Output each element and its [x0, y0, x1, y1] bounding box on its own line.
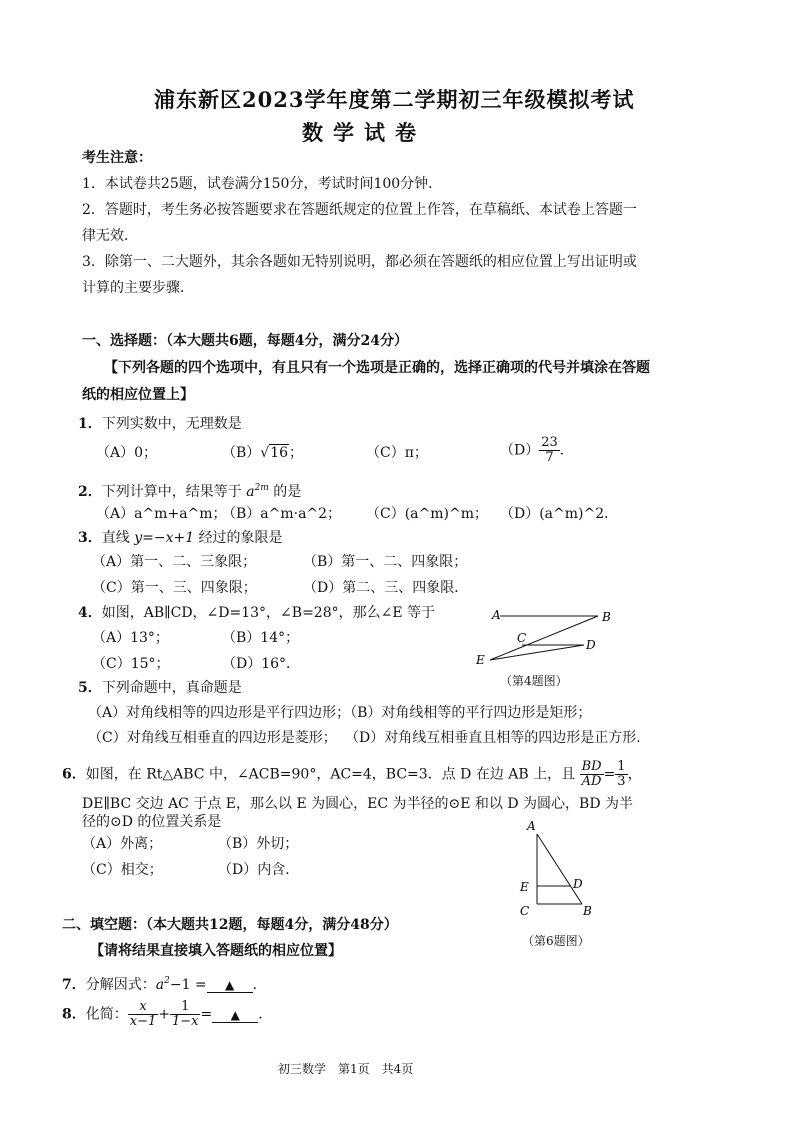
answer-blank[interactable]: ▲ — [212, 1008, 258, 1023]
q4-label-e: E — [476, 653, 485, 667]
question-6-line1: 6．如图，在 Rt△ABC 中，∠ACB=90°，AC=4，BC=3．点 D 在边 AB 上，且 $\frac{BD}{AD}$ = $\frac{1}{3}$ ， — [62, 759, 642, 789]
notice-heading: 考生注意： — [82, 150, 152, 166]
q4-caption: （第4题图） — [500, 674, 568, 688]
q6-label-b: B — [583, 904, 592, 918]
q1-option-c: （C）π； — [366, 445, 428, 461]
q2-option-a: （A）a^m+a^m； — [96, 506, 227, 522]
section1-instruction: 纸的相应位置上】 — [82, 387, 194, 403]
q6-option-c: （C）相交； — [82, 862, 163, 878]
q3-option-a: （A）第一、二、三象限； — [92, 554, 257, 570]
q4-line-ed — [490, 645, 584, 660]
q6-option-d: （D）内含． — [218, 862, 300, 878]
q2-option-d: （D）(a^m)^2． — [500, 506, 619, 522]
question-2-stem: 2．下列计算中，结果等于 $a^{2m}$ 的是 — [78, 483, 302, 500]
question-4-stem: 4．如图，AB∥CD，∠D=13°，∠B=28°，那么∠E 等于 — [78, 605, 436, 621]
q6-label-e: E — [520, 880, 529, 894]
q5-option-d: （D）对角线互相垂直且相等的四边形是正方形． — [345, 730, 651, 746]
q4-option-b: （B）14°； — [222, 630, 300, 646]
question-5-stem: 5．下列命题中，真命题是 — [78, 680, 242, 696]
q6-label-d: D — [573, 877, 583, 891]
question-3-stem: 3．直线 y=−x+1 经过的象限是 — [78, 530, 283, 546]
notice-item: 律无效． — [82, 228, 138, 244]
notice-item: 1．本试卷共25题，试卷满分150分，考试时间100分钟． — [82, 176, 443, 192]
q4-label-d: D — [586, 638, 596, 652]
notice-item: 2．答题时，考生务必按答题要求在答题纸规定的位置上作答，在草稿纸、本试卷上答题一 — [82, 202, 637, 218]
notice-item: 计算的主要步骤． — [82, 280, 194, 296]
exam-title: 浦东新区2023学年度第二学期初三年级模拟考试 — [154, 87, 635, 112]
section2-heading: 二、填空题：（本大题共12题，每题4分，满分48分） — [62, 917, 398, 933]
section1-instruction: 【下列各题的四个选项中，有且只有一个选项是正确的，选择正确项的代号并填涂在答题 — [104, 360, 650, 376]
q6-label-c: C — [520, 904, 530, 918]
q1-option-d: （D） $\frac{23}{7}$ ． — [500, 435, 574, 465]
q6-label-a: A — [527, 819, 536, 833]
q6-line-ab — [537, 834, 582, 904]
q3-option-d: （D）第二、三、四象限． — [303, 580, 469, 596]
q4-option-c: （C）15°； — [92, 656, 170, 672]
q6-caption: （第6题图） — [522, 934, 590, 948]
q4-line-be — [490, 616, 598, 660]
question-8: 8．化简： $\frac{x}{x-1}$ + $\frac{1}{1-x}$ = ▲ ． — [62, 999, 273, 1029]
q4-option-d: （D）16°． — [222, 656, 301, 672]
q1-option-a: （A）0； — [96, 445, 158, 461]
section1-heading: 一、选择题：（本大题共6题，每题4分，满分24分） — [82, 333, 408, 349]
q5-option-c: （C）对角线互相垂直的四边形是菱形； — [88, 730, 337, 746]
q4-option-a: （A）13°； — [92, 630, 169, 646]
q4-label-a: A — [492, 608, 501, 622]
question-number: 1． — [78, 416, 102, 432]
q4-figure — [470, 600, 620, 672]
q6-option-a: （A）外离； — [82, 836, 163, 852]
notice-item: 3．除第一、二大题外，其余各题如无特别说明，都必须在答题纸的相应位置上写出证明或 — [82, 254, 637, 270]
q2-option-b: （B）a^m·a^2； — [222, 506, 342, 522]
page-footer: 初三数学 第1页 共4页 — [278, 1062, 414, 1076]
q6-option-b: （B）外切； — [218, 836, 299, 852]
question-6-line3: 径的⊙D 的位置关系是 — [82, 814, 222, 830]
q6-figure — [515, 814, 605, 924]
section2-instruction: 【请将结果直接填入答题纸的相应位置】 — [90, 943, 342, 959]
question-7: 7．分解因式：$a^2-1$ = ▲ ． — [62, 976, 267, 993]
question-1-stem: 1．下列实数中，无理数是 — [78, 416, 242, 432]
q3-option-b: （B）第一、二、四象限； — [303, 554, 468, 570]
question-6-line2: DE∥BC 交边 AC 于点 E，那么以 E 为圆心，EC 为半径的⊙E 和以 D 为圆心，BD 为半 — [82, 796, 634, 812]
q1-option-b: （B）√16； — [222, 445, 304, 461]
q5-option-ab: （A）对角线相等的四边形是平行四边形；（B）对角线相等的平行四边形是矩形； — [88, 705, 592, 721]
q4-label-b: B — [602, 610, 611, 624]
q2-option-c: （C）(a^m)^m； — [366, 506, 488, 522]
q4-label-c: C — [517, 631, 527, 645]
answer-blank[interactable]: ▲ — [207, 978, 253, 993]
exam-subtitle: 数学试卷 — [302, 120, 426, 145]
q3-option-c: （C）第一、三、四象限； — [92, 580, 257, 596]
